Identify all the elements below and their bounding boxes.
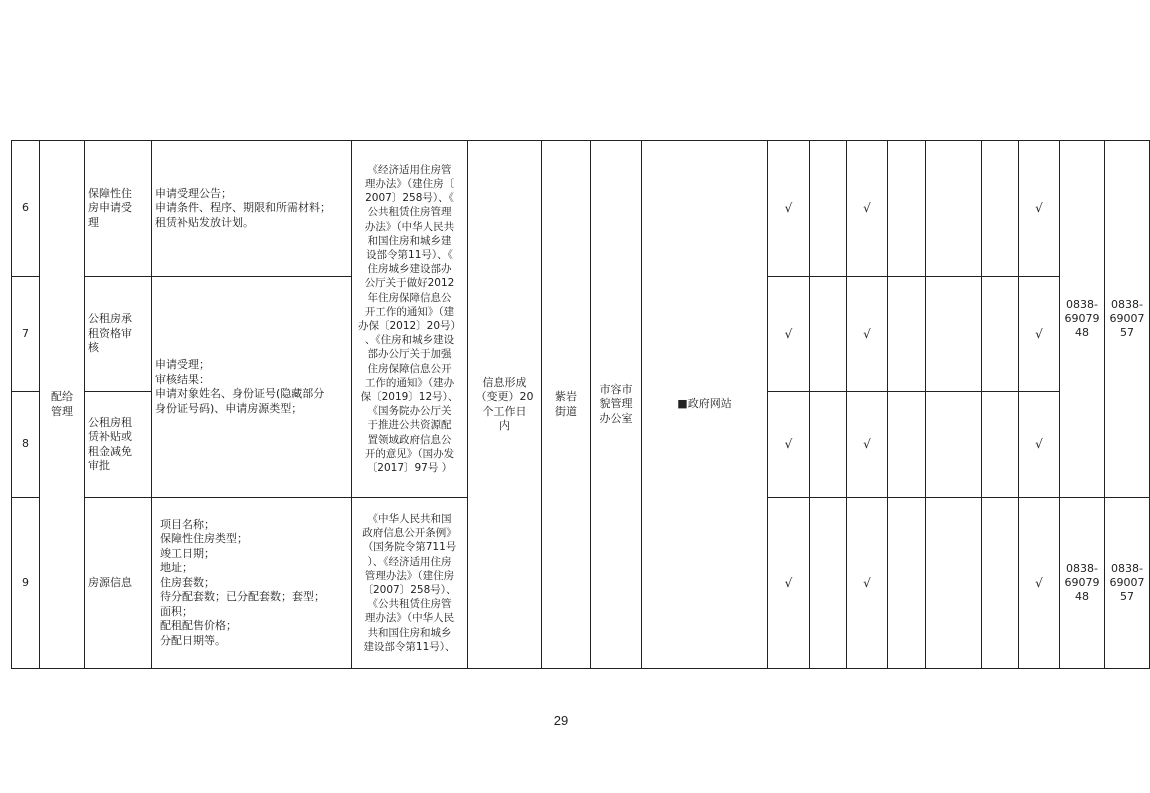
empty-cell (888, 498, 926, 669)
check-mark: √ (1019, 392, 1060, 498)
phone-cell: 0838- 69007 57 (1105, 141, 1150, 498)
page-number: 29 (553, 713, 569, 728)
item-name: 公租房租 赁补贴或 租金减免 审批 (85, 392, 152, 498)
check-mark: √ (768, 277, 810, 392)
check-mark: √ (1019, 141, 1060, 277)
empty-cell (982, 141, 1019, 277)
empty-cell (982, 392, 1019, 498)
empty-cell (810, 277, 847, 392)
phone-cell: 0838- 69007 57 (1105, 498, 1150, 669)
empty-cell (888, 392, 926, 498)
basis-cell: 《中华人民共和国 政府信息公开条例》 （国务院令第711号 ）、《经济适用住房 管理办法》（建住房 〔2007〕258号）、 《公共租赁住房管 理办法》（中华人民 共和国住房和城乡 建设部令第11号）、 (352, 498, 468, 669)
check-mark: √ (768, 498, 810, 669)
empty-cell (810, 141, 847, 277)
check-mark: √ (768, 141, 810, 277)
channel-cell: ■政府网站 (642, 141, 768, 669)
content-cell: 申请受理公告； 申请条件、程序、期限和所需材料； 租赁补贴发放计划。 (152, 141, 352, 277)
check-mark: √ (768, 392, 810, 498)
empty-cell (810, 498, 847, 669)
content-cell: 申请受理； 审核结果： 申请对象姓名、身份证号(隐藏部分 身份证号码)、申请房源类型； (152, 277, 352, 498)
phone-cell: 0838- 69079 48 (1060, 141, 1105, 498)
unit-cell: 市容市 貌管理 办公室 (591, 141, 642, 669)
empty-cell (810, 392, 847, 498)
row-number: 8 (12, 392, 40, 498)
check-mark: √ (847, 498, 888, 669)
row-number: 6 (12, 141, 40, 277)
empty-cell (982, 498, 1019, 669)
empty-cell (982, 277, 1019, 392)
empty-cell (926, 277, 982, 392)
empty-cell (926, 141, 982, 277)
subject-cell: 紫岩 街道 (542, 141, 591, 669)
item-name: 公租房承 租资格审 核 (85, 277, 152, 392)
check-mark: √ (847, 141, 888, 277)
empty-cell (926, 498, 982, 669)
check-mark: √ (847, 392, 888, 498)
content-cell: 项目名称； 保障性住房类型； 竣工日期； 地址； 住房套数； 待分配套数；已分配套数；套型； 面积； 配租配售价格； 分配日期等。 (152, 498, 352, 669)
disclosure-table (11, 140, 1150, 669)
basis-cell: 《经济适用住房管 理办法》（建住房〔 2007〕258号）、《 公共租赁住房管理 办法》（中华人民共 和国住房和城乡建 设部令第11号）、《 住房城乡建设部办 公厅关于做好2012 年住房保障信息公 开工作的通知》（建 办保〔2012〕20号） 、《住房和城乡建设 部办公厅关于加强 住房保障信息公开 工作的通知》（建办 保〔2019〕12号）、 《国务院办公厅关 于推进公共资源配 置领域政府信息公 开的意见》（国办发 〔2017〕97号 ） (352, 141, 468, 498)
row-number: 9 (12, 498, 40, 669)
group-label: 配给 管理 (40, 141, 85, 669)
item-name: 房源信息 (85, 498, 152, 669)
row-number: 7 (12, 277, 40, 392)
phone-cell: 0838- 69079 48 (1060, 498, 1105, 669)
empty-cell (926, 392, 982, 498)
empty-cell (888, 277, 926, 392)
check-mark: √ (847, 277, 888, 392)
table-row (12, 141, 1150, 277)
check-mark: √ (1019, 277, 1060, 392)
empty-cell (888, 141, 926, 277)
item-name: 保障性住 房申请受 理 (85, 141, 152, 277)
check-mark: √ (1019, 498, 1060, 669)
time-limit-cell: 信息形成 （变更）20 个工作日 内 (468, 141, 542, 669)
